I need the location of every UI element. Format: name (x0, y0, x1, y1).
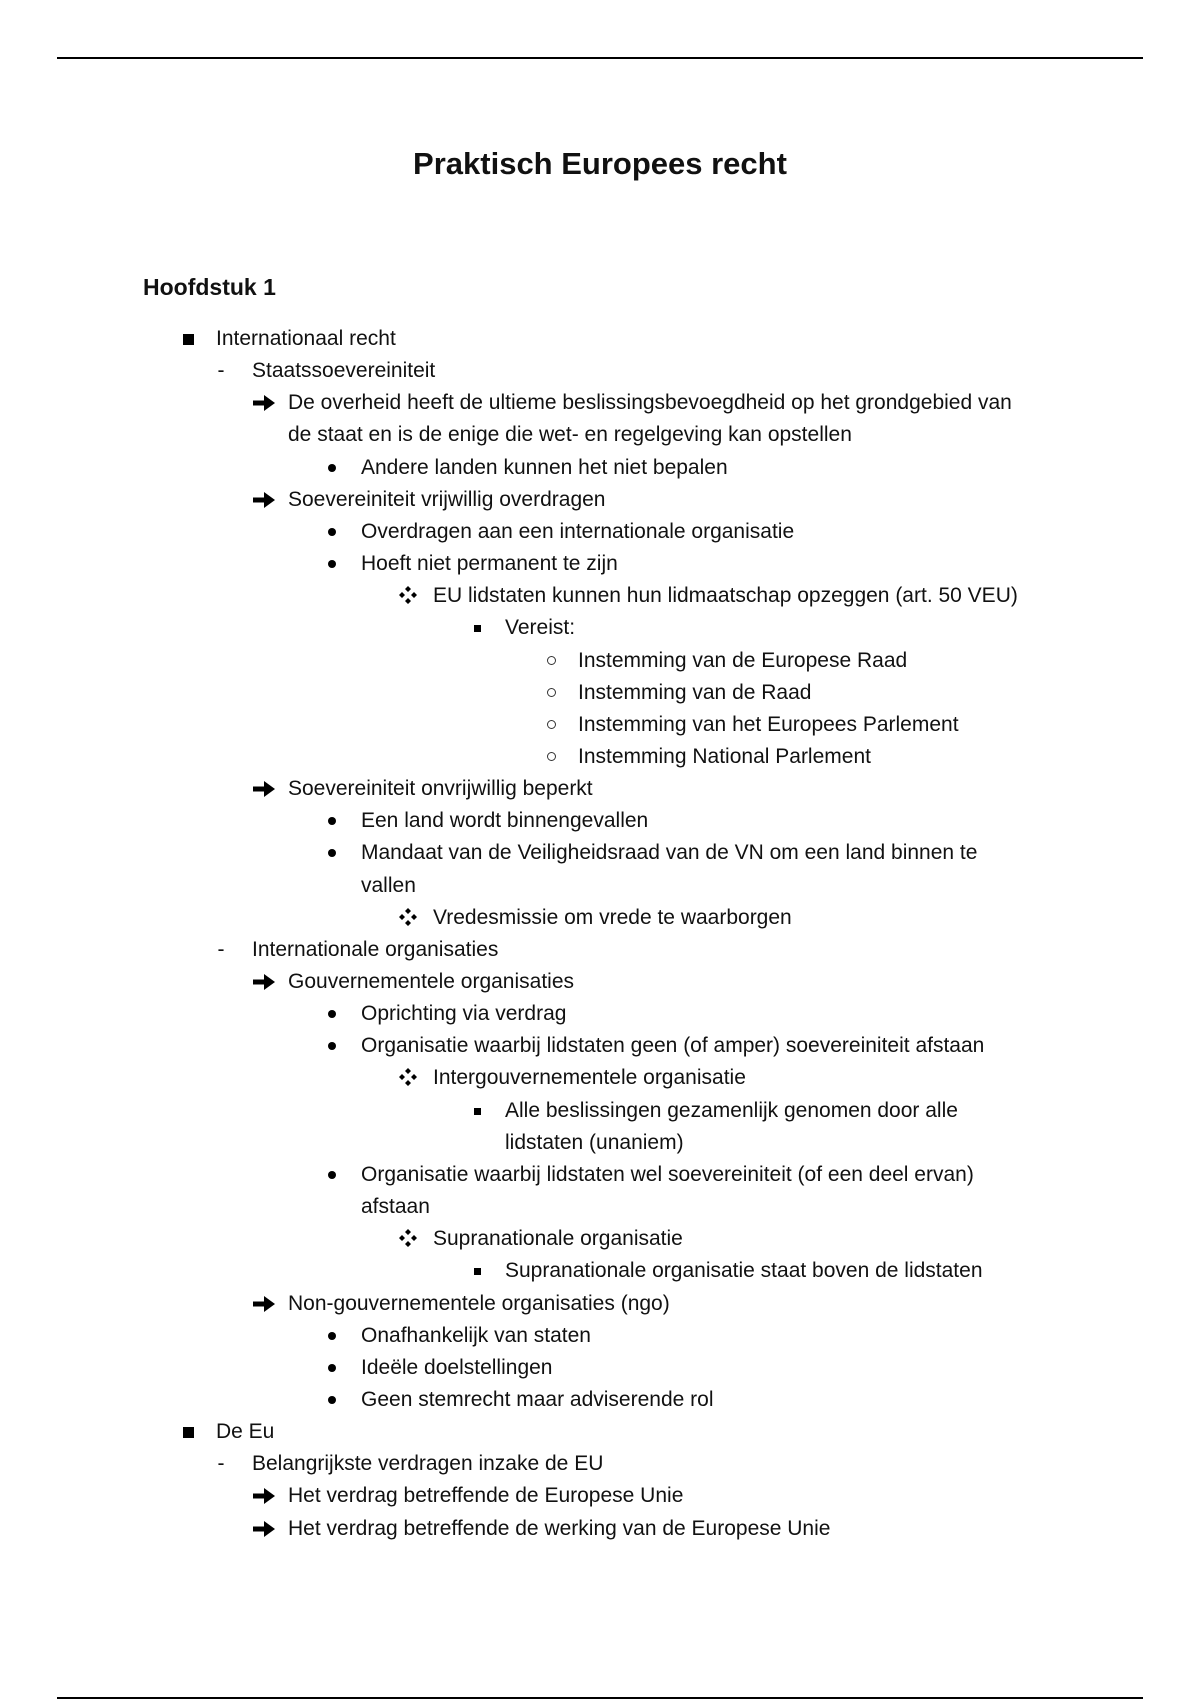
dot-bullet-icon (328, 1364, 336, 1372)
list-item-text: EU lidstaten kunnen hun lidmaatschap opzeggen (art. 50 VEU) (433, 584, 1018, 608)
list-item-text: Instemming National Parlement (578, 744, 871, 768)
square-bullet-icon (183, 1427, 194, 1438)
list-item-text: lidstaten (unaniem) (505, 1130, 684, 1154)
arrow-bullet-icon (252, 1485, 276, 1507)
dot-bullet-icon (328, 528, 336, 536)
arrow-bullet-icon (252, 1518, 276, 1540)
footer-rule (57, 1697, 1143, 1699)
list-item-text: Onafhankelijk van staten (361, 1323, 591, 1347)
list-item-text: Internationale organisaties (252, 937, 499, 961)
dash-bullet-icon: - (217, 359, 225, 383)
circle-bullet-icon (547, 752, 556, 761)
list-item-text: Vredesmissie om vrede te waarborgen (433, 905, 792, 929)
small-square-bullet-icon (474, 625, 481, 632)
list-item-text: Internationaal recht (216, 327, 396, 350)
arrow-bullet-icon (252, 392, 276, 414)
list-item-text: Een land wordt binnengevallen (361, 809, 649, 833)
circle-bullet-icon (547, 656, 556, 665)
list-item-text: Organisatie waarbij lidstaten geen (of amper) soevereiniteit afstaan (361, 1034, 985, 1058)
small-square-bullet-icon (474, 1108, 481, 1115)
list-item-text: Oprichting via verdrag (361, 1002, 567, 1026)
arrow-bullet-icon (252, 778, 276, 800)
list-item-text: Soevereiniteit vrijwillig overdragen (288, 487, 606, 511)
diamond-bullet-icon (398, 907, 418, 927)
list-item-text: Supranationale organisatie staat boven de lidstaten (505, 1259, 983, 1283)
dot-bullet-icon (328, 1332, 336, 1340)
arrow-bullet-icon (252, 489, 276, 511)
list-item-text: Gouvernementele organisaties (288, 970, 575, 993)
list-item-text: afstaan (361, 1195, 430, 1219)
dot-bullet-icon (328, 1396, 336, 1404)
diamond-bullet-icon (398, 585, 418, 605)
list-item-text: vallen (361, 873, 416, 897)
dot-bullet-icon (328, 1042, 336, 1050)
list-item-text: Staatssoevereiniteit (252, 359, 436, 383)
list-item-text: Andere landen kunnen het niet bepalen (361, 455, 728, 479)
arrow-bullet-icon (252, 971, 276, 993)
diamond-bullet-icon (398, 1067, 418, 1087)
circle-bullet-icon (547, 720, 556, 729)
dot-bullet-icon (328, 1010, 336, 1018)
list-item-text: Alle beslissingen gezamenlijk genomen door alle (505, 1098, 958, 1122)
dash-bullet-icon: - (217, 1452, 225, 1476)
list-item-text: Soevereiniteit onvrijwillig beperkt (288, 777, 593, 801)
circle-bullet-icon (547, 688, 556, 697)
diamond-bullet-icon (398, 1228, 418, 1248)
list-item-text: Geen stemrecht maar adviserende rol (361, 1387, 714, 1411)
list-item-text: Intergouvernementele organisatie (433, 1066, 746, 1090)
list-item-text: Instemming van het Europees Parlement (578, 712, 959, 736)
arrow-bullet-icon (252, 1293, 276, 1315)
dot-bullet-icon (328, 560, 336, 568)
list-item-text: Het verdrag betreffende de werking van de Europese Unie (288, 1516, 831, 1540)
chapter-heading: Hoofdstuk 1 (143, 274, 276, 300)
list-item-text: Instemming van de Europese Raad (578, 648, 908, 672)
list-item-text: Organisatie waarbij lidstaten wel soevereiniteit (of een deel ervan) (361, 1162, 974, 1186)
list-item-text: Instemming van de Raad (578, 680, 812, 704)
list-item-text: Belangrijkste verdragen inzake de EU (252, 1452, 604, 1476)
dash-bullet-icon: - (217, 937, 225, 961)
dot-bullet-icon (328, 817, 336, 825)
list-item-text: Supranationale organisatie (433, 1227, 683, 1251)
list-item-text: Hoeft niet permanent te zijn (361, 552, 618, 576)
list-item-text: Overdragen aan een internationale organisatie (361, 519, 795, 543)
list-item-text: Ideële doelstellingen (361, 1355, 553, 1379)
list-item-text: Vereist: (505, 616, 576, 640)
document-title: Praktisch Europees recht (413, 146, 787, 181)
header-rule (57, 57, 1143, 59)
list-item-text: De overheid heeft de ultieme beslissingsbevoegdheid op het grondgebied van (288, 391, 1012, 415)
dot-bullet-icon (328, 464, 336, 472)
list-item-text: Non-gouvernementele organisaties (ngo) (288, 1291, 670, 1315)
list-item-text: Mandaat van de Veiligheidsraad van de VN om een land binnen te (361, 841, 978, 865)
list-item-text: Het verdrag betreffende de Europese Unie (288, 1484, 684, 1508)
list-item-text: De Eu (216, 1420, 275, 1444)
square-bullet-icon (183, 334, 194, 345)
dot-bullet-icon (328, 1171, 336, 1179)
small-square-bullet-icon (474, 1268, 481, 1275)
dot-bullet-icon (328, 849, 336, 857)
list-item-text: de staat en is de enige die wet- en regelgeving kan opstellen (288, 423, 852, 447)
